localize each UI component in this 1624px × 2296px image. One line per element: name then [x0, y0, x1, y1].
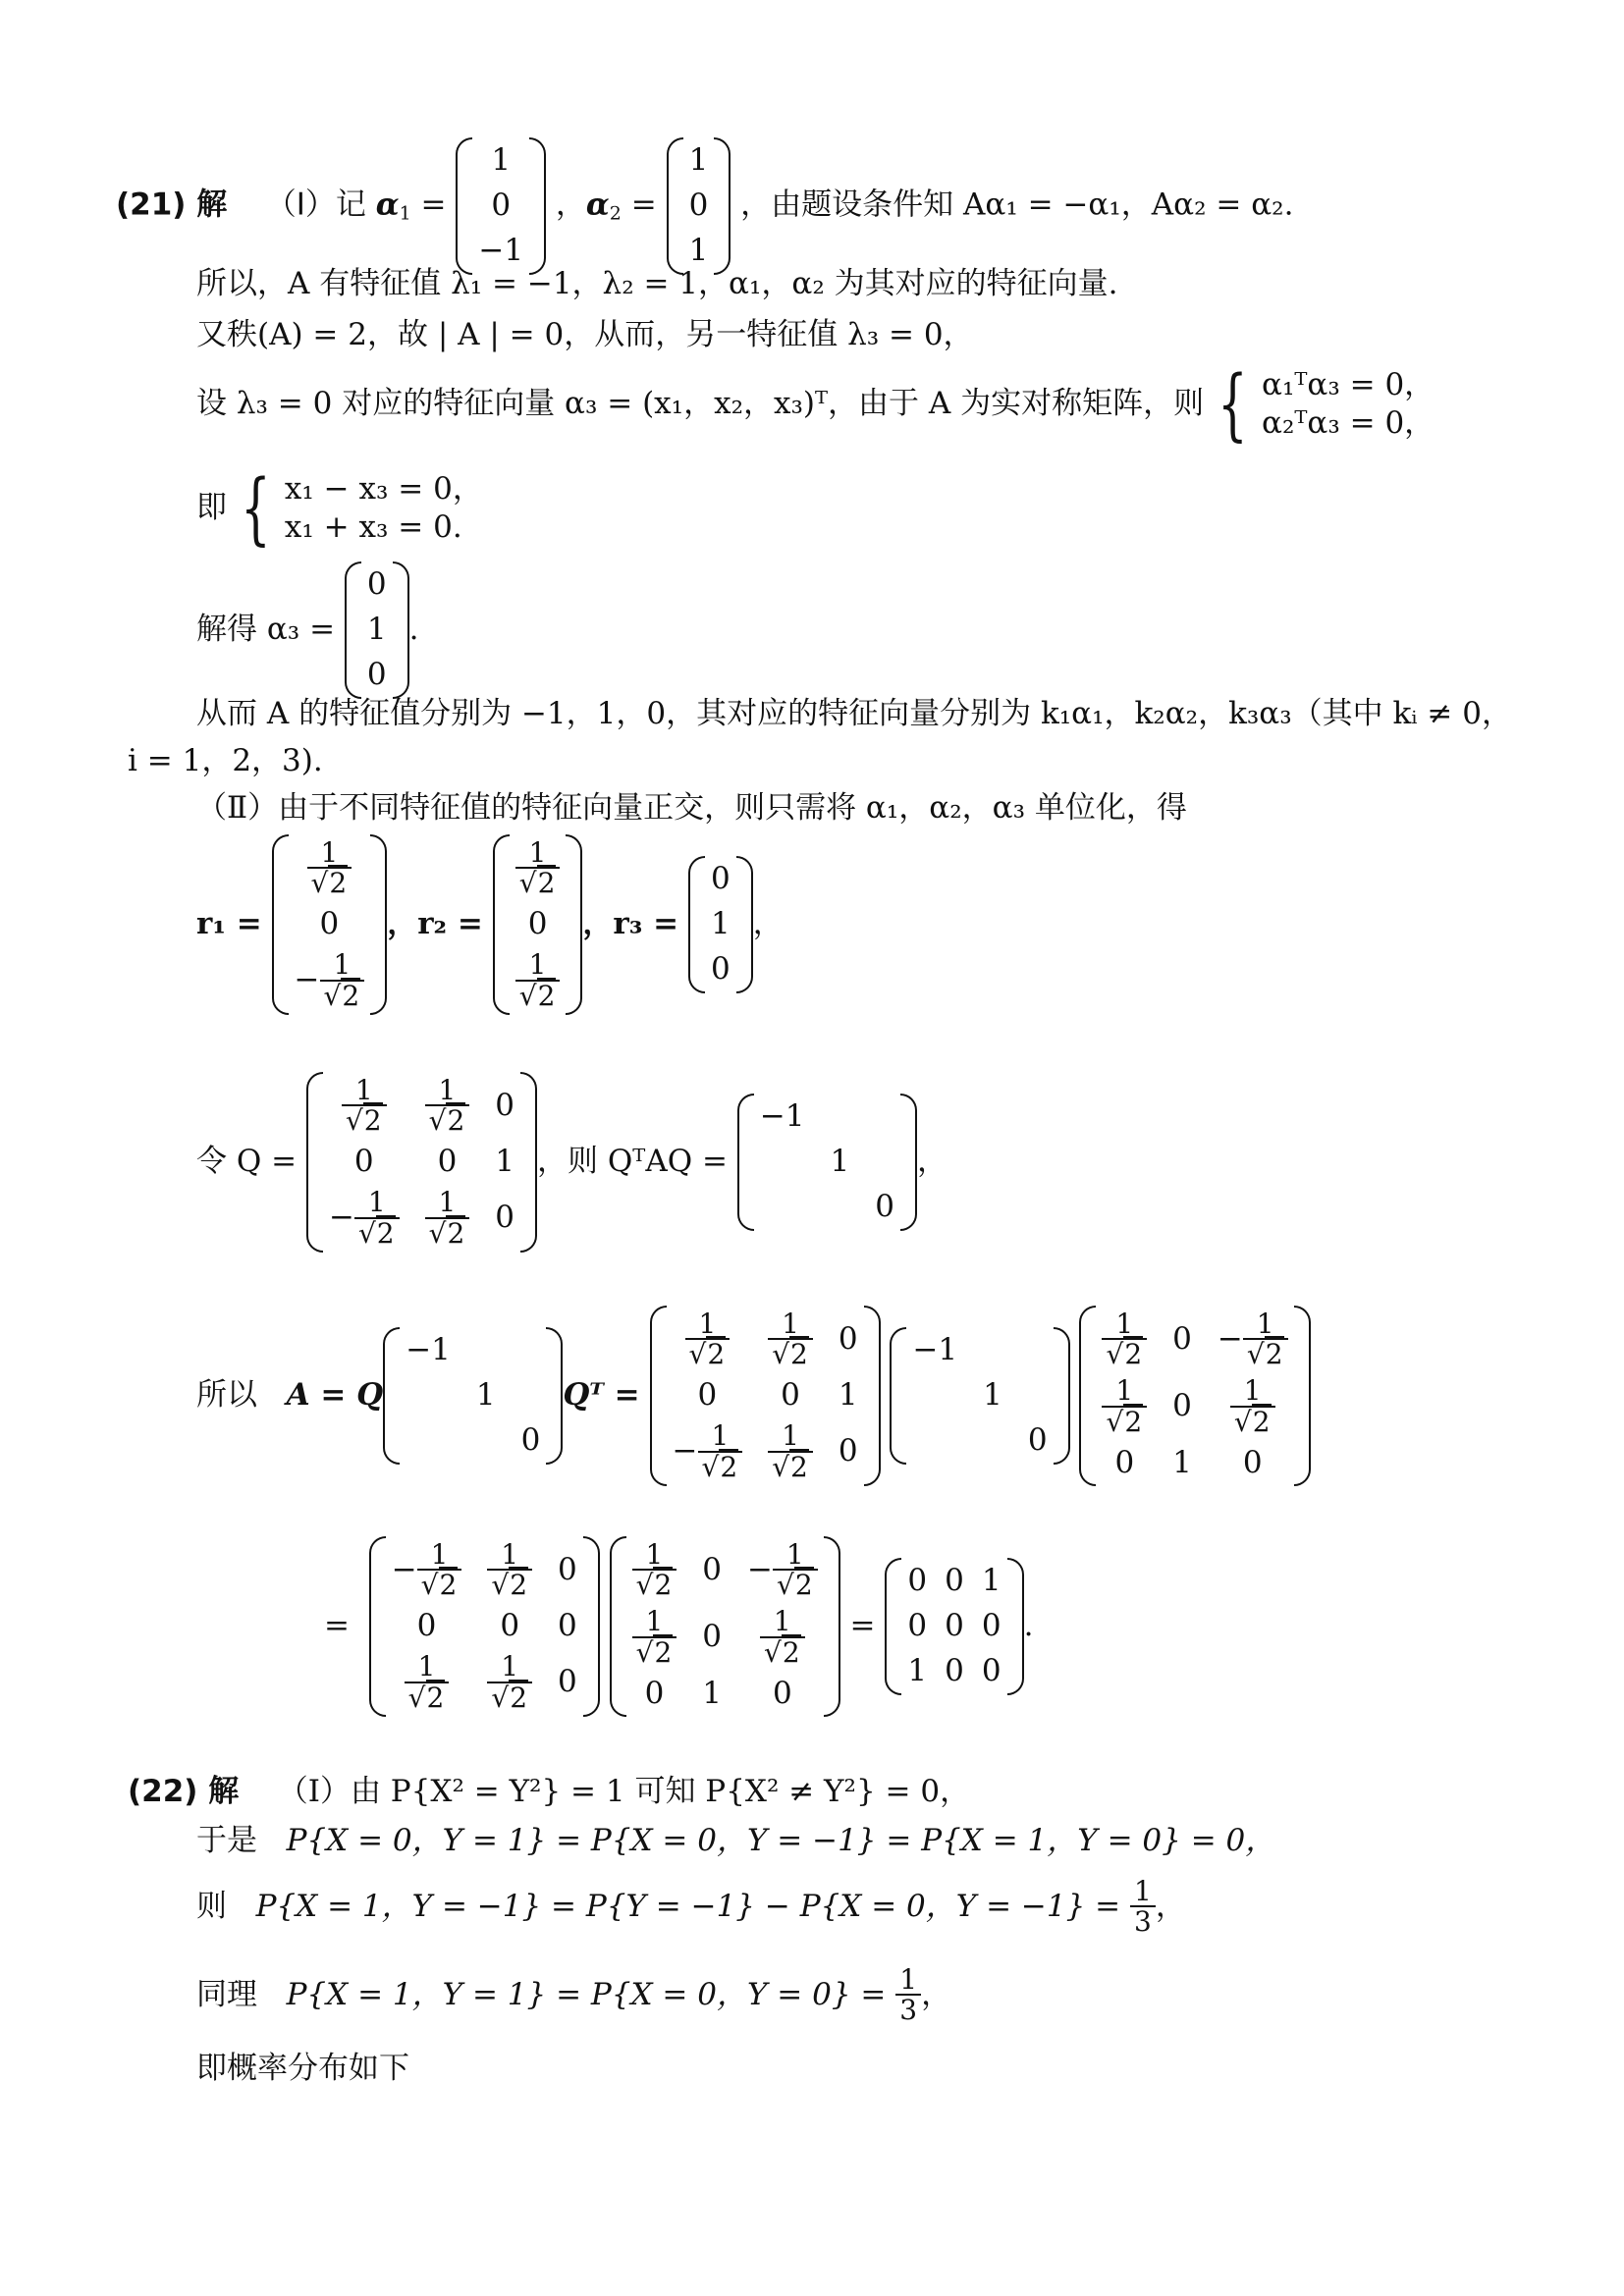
q22-label: (22) 解: [128, 1774, 240, 1809]
q22-line2-prefix: 于是: [196, 1823, 257, 1858]
r2-label: ，r₂ =: [387, 906, 483, 942]
alpha3-vector: [345, 561, 409, 699]
q22-line3-text: P{X = 1，Y = −1} = P{Y = −1} − P{X = 0，Y = −1} =: [255, 1889, 1121, 1925]
orthogonality-eq: α₂ᵀα₃ = 0，: [1262, 405, 1435, 441]
q21-product-line: = − $\frac{1}{√2}$ $\frac{1}{√2}$ 0 0 0 0 $\frac{1}{√2}$ $\frac{1}{√2}$ 0 $\frac{1}{√2}$ 0 − $\frac{1}{√2}$ $\frac{1}{√2}$ 0 $\frac{1}{√2}$ 0 1 0 = 0 0 1 0 0 0 1 0 0 .: [324, 1536, 1033, 1717]
q22-frac: $\frac{1}{3}$: [1130, 1877, 1156, 1938]
qtaq-label: ，则 QᵀAQ =: [537, 1144, 728, 1180]
q22-line2-text: P{X = 0，Y = 1} = P{X = 0，Y = −1} = P{X = 1，Y = 0} = 0，: [286, 1823, 1276, 1858]
r3-label: ，r₃ =: [582, 906, 679, 942]
r3-vector: 0 1 0: [688, 856, 753, 993]
q21-label: (21) 解: [116, 187, 228, 223]
q22-line1: [128, 1775, 970, 1810]
alpha1-entry: −1: [478, 233, 524, 269]
alpha2-vector: [667, 137, 731, 275]
q21-a-line: [196, 1306, 1311, 1486]
orthogonality-eq: α₁ᵀα₃ = 0，: [1262, 367, 1435, 403]
orthogonality-system: [1262, 366, 1435, 443]
q-matrix-2: $\frac{1}{√2}$ $\frac{1}{√2}$ 0 0 0 1 − $\frac{1}{√2}$ $\frac{1}{√2}$ 0: [650, 1306, 881, 1486]
q22-line4: 同理 P{X = 1，Y = 1} = P{X = 0，Y = 0} = $\frac{1}{3}$ ，: [196, 1963, 952, 2027]
alpha3-entry: 1: [366, 612, 387, 648]
q-matrix: $\frac{1}{√2}$ $\frac{1}{√2}$ 0 0 0 1 − $\frac{1}{√2}$ $\frac{1}{√2}$ 0: [306, 1072, 537, 1253]
q22-line3: 则 P{X = 1，Y = −1} = P{Y = −1} − P{X = 0，Y = −1} = $\frac{1}{3}$ ，: [196, 1875, 1186, 1939]
q22-line4-text: P{X = 1，Y = 1} = P{X = 0，Y = 0} =: [286, 1977, 887, 2013]
q21-line1: (21) 解 （Ⅰ）记 $\alpha_1$ = 1 0 −1 ，$\alpha_2$ = 1 0 1 ，由题设条件知 Aα₁ = −α₁，Aα₂ = α₂.: [116, 137, 1293, 275]
a-eq: A = Q: [286, 1377, 384, 1414]
alpha3-entry: 0: [366, 566, 387, 603]
linear-eq: x₁ − x₃ = 0，: [284, 471, 483, 507]
q22-line1-text: （Ⅰ）由 P{X² = Y²} = 1 可知 P{X² ≠ Y²} = 0，: [277, 1774, 971, 1809]
product-right-matrix: $\frac{1}{√2}$ 0 − $\frac{1}{√2}$ $\frac{1}{√2}$ 0 $\frac{1}{√2}$ 0 1 0: [610, 1536, 840, 1717]
q21-line2: 所以，A 有特征值 λ₁ = −1，λ₂ = 1，α₁，α₂ 为其对应的特征向量.: [196, 266, 1118, 301]
diag-matrix-3: −1 1 0: [890, 1327, 1069, 1465]
q21-line5-prefix: 即: [196, 490, 227, 526]
qt-eq: Qᵀ =: [563, 1377, 640, 1414]
a-prefix: 所以: [196, 1377, 257, 1414]
qt-matrix: $\frac{1}{√2}$ 0 − $\frac{1}{√2}$ $\frac{1}{√2}$ 0 $\frac{1}{√2}$ 0 1 0: [1079, 1306, 1310, 1486]
product-left-matrix: − $\frac{1}{√2}$ $\frac{1}{√2}$ 0 0 0 0 $\frac{1}{√2}$ $\frac{1}{√2}$ 0: [369, 1536, 600, 1717]
alpha2-entry: 1: [688, 142, 709, 179]
diag-matrix-2: −1 1 0: [383, 1327, 563, 1465]
result-matrix: 0 0 1 0 0 0 1 0 0: [885, 1558, 1023, 1695]
q21-part1-label: （Ⅰ）记: [265, 187, 366, 223]
alpha2-entry: 1: [688, 233, 709, 269]
alpha1-vector: [456, 137, 546, 275]
q21-r-vectors: r₁ = $\frac{1}{√2}$ 0 − $\frac{1}{√2}$ ，r₂ = $\frac{1}{√2}$ 0 $\frac{1}{√2}$ ，r₃ = 0 1 0 ，: [196, 834, 784, 1015]
r2-vector: $\frac{1}{√2}$ 0 $\frac{1}{√2}$: [493, 834, 583, 1015]
r1-vector: $\frac{1}{√2}$ 0 − $\frac{1}{√2}$: [272, 834, 388, 1015]
linear-system: [285, 470, 483, 547]
q22-line3-prefix: 则: [196, 1889, 227, 1925]
q22-line5: 即概率分布如下: [196, 2051, 409, 2086]
q21-line3: 又秩(A) = 2，故 | A | = 0，从而，另一特征值 λ₃ = 0，: [196, 317, 974, 352]
alpha1-entry: 0: [491, 187, 512, 224]
q21-line4: 设 λ₃ = 0 对应的特征向量 α₃ = (x₁，x₂，x₃)ᵀ，由于 A 为实对称矩阵，则 { α₁ᵀα₃ = 0， α₂ᵀα₃ = 0，: [196, 358, 1435, 450]
q21-line1-tail: ，由题设条件知 Aα₁ = −α₁，Aα₂ = α₂.: [740, 187, 1294, 223]
q21-line6-prefix: 解得 α₃ =: [196, 612, 336, 648]
q21-q-line: 令 Q = $\frac{1}{√2}$ $\frac{1}{√2}$ 0 0 0 1 − $\frac{1}{√2}$ $\frac{1}{√2}$ 0 ，则 QᵀAQ = −1 1 0 ，: [196, 1072, 947, 1253]
q21-line8: i = 1，2，3).: [128, 743, 323, 778]
q22-line4-prefix: 同理: [196, 1977, 257, 2013]
linear-eq: x₁ + x₃ = 0.: [284, 509, 462, 545]
q22-frac-2: $\frac{1}{3}$: [895, 1965, 921, 2026]
alpha2-entry: 0: [688, 187, 709, 224]
q21-part2: （Ⅱ）由于不同特征值的特征向量正交，则只需将 α₁，α₂，α₃ 单位化，得: [196, 790, 1187, 826]
q22-line2: [196, 1824, 1275, 1859]
alpha3-entry: 0: [366, 657, 387, 693]
diag-matrix: −1 1 0: [737, 1094, 917, 1231]
q21-line6: 解得 α₃ = 0 1 0 .: [196, 561, 419, 699]
r1-label: r₁ =: [196, 906, 262, 942]
q21-line7: 从而 A 的特征值分别为 −1，1，0，其对应的特征向量分别为 k₁α₁，k₂α₂，k₃α₃（其中 kᵢ ≠ 0，: [196, 696, 1512, 731]
q21-line4-text: 设 λ₃ = 0 对应的特征向量 α₃ = (x₁，x₂，x₃)ᵀ，由于 A 为实对称矩阵，则: [196, 386, 1205, 422]
alpha1-entry: 1: [491, 142, 512, 179]
q21-line5: 即 { x₁ − x₃ = 0， x₁ + x₃ = 0.: [196, 462, 483, 554]
q-prefix: 令 Q =: [196, 1144, 298, 1180]
